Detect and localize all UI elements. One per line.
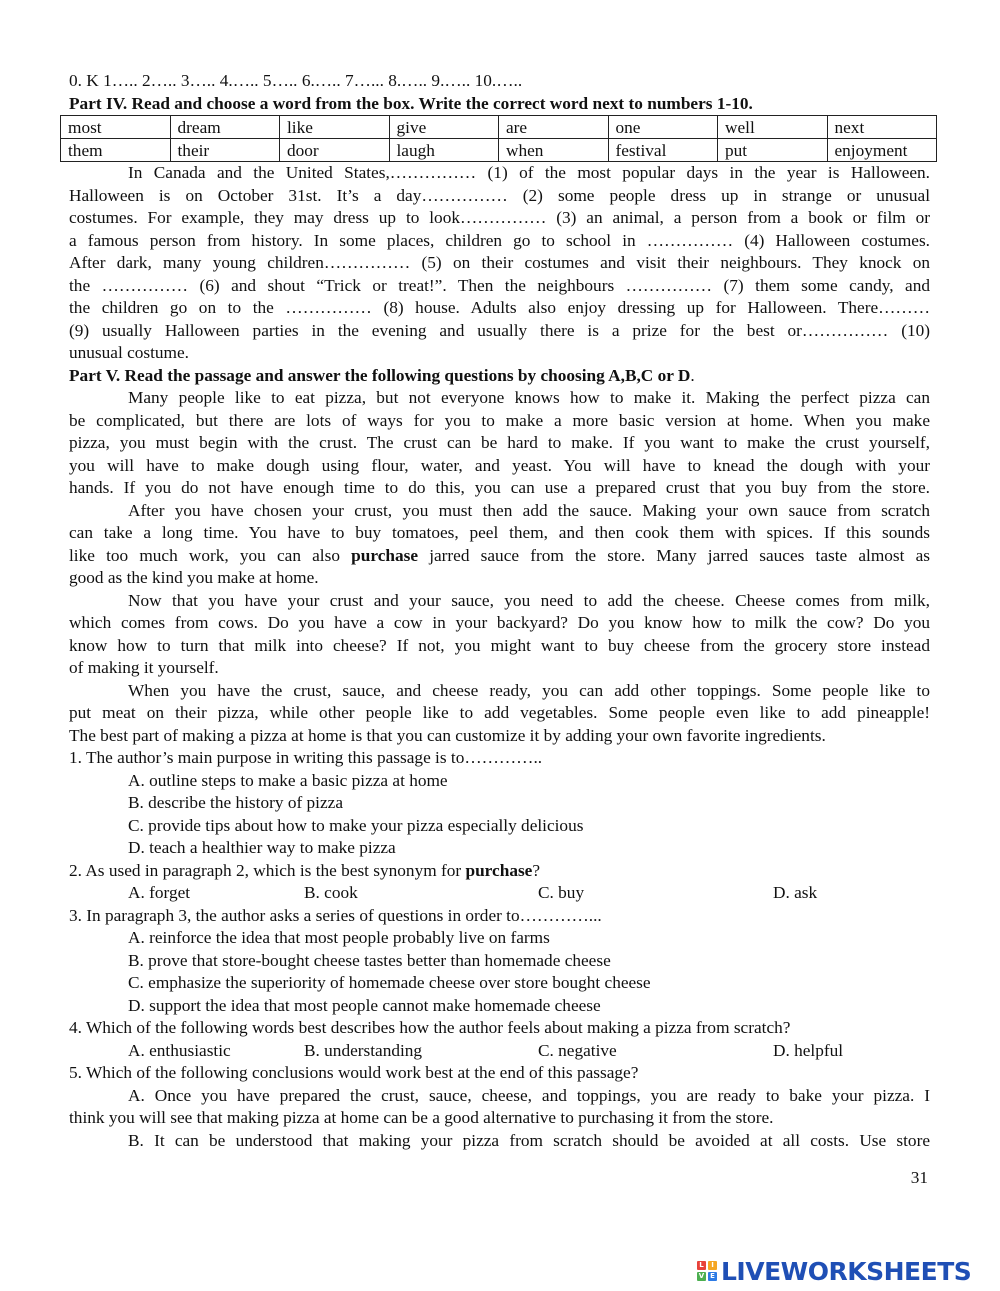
reading-line: Now that you have your crust and your sauce, you need to add the cheese. Cheese comes from milk, bbox=[128, 591, 930, 610]
word-cell: give bbox=[389, 116, 499, 139]
q4-option-b[interactable]: B. understanding bbox=[304, 1041, 423, 1060]
part4-heading: Part IV. Read and choose a word from the box. Write the correct word next to numbers 1-10. bbox=[69, 94, 753, 113]
reading-text: jarred sauce from the store. Many jarred sauces taste almost as bbox=[418, 546, 930, 565]
q2-option-c[interactable]: C. buy bbox=[538, 883, 585, 902]
reading-line: be complicated, but there are lots of ways for you to make a more basic version at home. When you make bbox=[69, 411, 930, 430]
passage-line: the children go on to the …………… (8) house. Adults also enjoy dressing up for Halloween. There……… bbox=[69, 298, 930, 317]
passage-line: unusual costume. bbox=[69, 343, 189, 362]
q2-option-a[interactable]: A. forget bbox=[128, 883, 191, 902]
reading-line: The best part of making a pizza at home is that you can customize it by adding your own favorite ingredients. bbox=[69, 726, 826, 745]
logo-text: LIVEWORKSHEETS bbox=[721, 1256, 972, 1286]
passage-line: costumes. For example, they may dress up to look…………… (3) an animal, a person from a book or film or bbox=[69, 208, 930, 227]
word-cell: when bbox=[499, 139, 609, 162]
liveworksheets-logo bbox=[697, 1256, 971, 1286]
word-cell: enjoyment bbox=[827, 139, 937, 162]
reading-line: pizza, you must begin with the crust. The crust can be hard to make. If you want to make the crust yourself, bbox=[69, 433, 930, 452]
reading-line: which comes from cows. Do you have a cow in your backyard? Do you know how to milk the cow? Do you bbox=[69, 613, 930, 632]
logo-tile: E bbox=[708, 1272, 717, 1281]
logo-tile: L bbox=[697, 1261, 706, 1270]
reading-line: you will have to make dough using flour, water, and yeast. You will have to knead the dough with your bbox=[69, 456, 930, 475]
q1-option-c[interactable]: C. provide tips about how to make your pizza especially delicious bbox=[128, 816, 584, 835]
question-2 bbox=[69, 860, 930, 883]
word-cell: laugh bbox=[389, 139, 499, 162]
part5-heading-end: . bbox=[690, 366, 695, 385]
keyword-purchase: purchase bbox=[351, 546, 419, 565]
word-cell: put bbox=[718, 139, 828, 162]
word-box-row bbox=[61, 139, 937, 162]
answer-line: 0. K 1….. 2….. 3….. 4.….. 5….. 6.….. 7…... 8.….. 9.….. 10.….. bbox=[69, 71, 523, 90]
q5-option-a-cont[interactable]: think you will see that making pizza at home can be a good alternative to purchasing it from the store. bbox=[69, 1108, 774, 1127]
logo-tile: V bbox=[698, 1272, 705, 1280]
question-1: 1. The author’s main purpose in writing this passage is to………….. bbox=[69, 748, 543, 767]
reading-line: After you have chosen your crust, you must then add the sauce. Making your own sauce from scratch bbox=[128, 501, 930, 520]
word-box bbox=[60, 115, 937, 162]
logo-tile: I bbox=[708, 1261, 717, 1270]
reading-line: put meat on their pizza, while other people like to add vegetables. Some people even like to add pineapple! bbox=[69, 703, 930, 722]
q5-option-a[interactable]: A. Once you have prepared the crust, sauce, cheese, and toppings, you are ready to bake your pizza. I bbox=[128, 1086, 930, 1105]
word-cell: dream bbox=[170, 116, 280, 139]
q3-option-b[interactable]: B. prove that store-bought cheese tastes better than homemade cheese bbox=[128, 951, 611, 970]
passage-line: (9) usually Halloween parties in the evening and usually there is a prize for the best or…………… (10) bbox=[69, 321, 930, 340]
word-cell: like bbox=[280, 116, 390, 139]
word-cell: one bbox=[608, 116, 718, 139]
q1-option-d[interactable]: D. teach a healthier way to make pizza bbox=[128, 838, 396, 857]
question-3: 3. In paragraph 3, the author asks a series of questions in order to…………... bbox=[69, 906, 602, 925]
q2-stem-end: ? bbox=[532, 861, 541, 880]
reading-line: hands. If you do not have enough time to do this, you can use a prepared crust that you buy from the store. bbox=[69, 478, 930, 497]
reading-line: Many people like to eat pizza, but not everyone knows how to make it. Making the perfect pizza can bbox=[128, 388, 930, 407]
question-5: 5. Which of the following conclusions would work best at the end of this passage? bbox=[69, 1063, 639, 1082]
passage-line: a famous person from history. In some places, children go to school in …………… (4) Halloween costumes. bbox=[69, 231, 930, 250]
word-cell: door bbox=[280, 139, 390, 162]
word-cell: festival bbox=[608, 139, 718, 162]
word-cell: their bbox=[170, 139, 280, 162]
page-number: 31 bbox=[910, 1168, 928, 1187]
reading-text: like too much work, you can also bbox=[69, 546, 352, 565]
passage-line: After dark, many young children…………… (5) on their costumes and visit their neighbours. They knock on bbox=[69, 253, 930, 272]
q4-option-a[interactable]: A. enthusiastic bbox=[128, 1041, 231, 1060]
word-cell: most bbox=[61, 116, 171, 139]
q2-keyword: purchase bbox=[465, 861, 533, 880]
passage-line: the …………… (6) and shout “Trick or treat!”. Then the neighbours …………… (7) them some candy, and bbox=[69, 276, 930, 295]
word-cell: well bbox=[718, 116, 828, 139]
reading-line: can take a long time. You have to buy tomatoes, peel them, and then cook them with spices. If this sounds bbox=[69, 523, 930, 542]
passage-line: Halloween is on October 31st. It’s a day…………… (2) some people dress up in strange or unusual bbox=[69, 186, 930, 205]
q3-option-c[interactable]: C. emphasize the superiority of homemade cheese over store bought cheese bbox=[128, 973, 651, 992]
question-4: 4. Which of the following words best describes how the author feels about making a pizza from scratch? bbox=[69, 1018, 791, 1037]
q5-option-b[interactable]: B. It can be understood that making your pizza from scratch should be avoided at all costs. Use store bbox=[128, 1131, 930, 1150]
reading-line: of making it yourself. bbox=[69, 658, 219, 677]
reading-line-with-bold bbox=[69, 545, 930, 568]
reading-line: know how to turn that milk into cheese? If not, you might want to buy cheese from the grocery store instead bbox=[69, 636, 930, 655]
passage-line: In Canada and the United States,…………… (1) of the most popular days in the year is Halloween. bbox=[128, 163, 930, 182]
word-cell: are bbox=[499, 116, 609, 139]
word-cell: them bbox=[61, 139, 171, 162]
reading-line: When you have the crust, sauce, and cheese ready, you can add other toppings. Some people like to bbox=[128, 681, 930, 700]
q3-option-a[interactable]: A. reinforce the idea that most people probably live on farms bbox=[128, 928, 550, 947]
part5-heading-line bbox=[69, 365, 930, 388]
q4-option-d[interactable]: D. helpful bbox=[773, 1041, 844, 1060]
q2-stem: 2. As used in paragraph 2, which is the best synonym for bbox=[69, 861, 466, 880]
q1-option-a[interactable]: A. outline steps to make a basic pizza at home bbox=[128, 771, 448, 790]
reading-line: good as the kind you make at home. bbox=[69, 568, 319, 587]
q4-option-c[interactable]: C. negative bbox=[538, 1041, 617, 1060]
q3-option-d[interactable]: D. support the idea that most people cannot make homemade cheese bbox=[128, 996, 601, 1015]
word-box-row bbox=[61, 116, 937, 139]
q2-option-d[interactable]: D. ask bbox=[773, 883, 818, 902]
logo-icon bbox=[697, 1261, 717, 1281]
q1-option-b[interactable]: B. describe the history of pizza bbox=[128, 793, 343, 812]
part5-heading: Part V. Read the passage and answer the following questions by choosing A,B,C or D bbox=[69, 366, 691, 385]
word-cell: next bbox=[827, 116, 937, 139]
q2-option-b[interactable]: B. cook bbox=[304, 883, 358, 902]
